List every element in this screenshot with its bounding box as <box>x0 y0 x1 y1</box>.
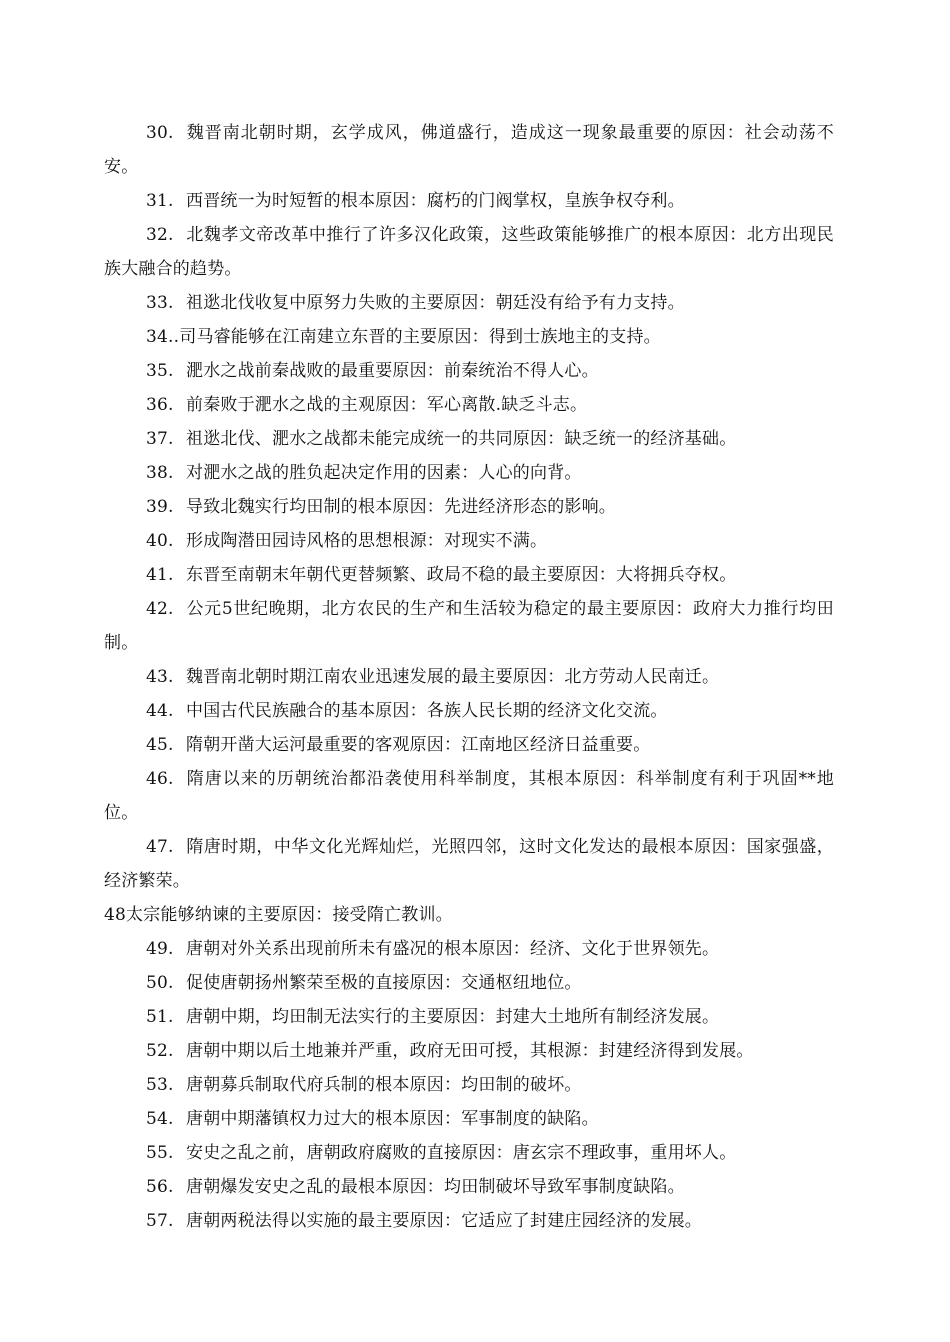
item-text: 公元5世纪晚期，北方农民的生产和生活较为稳定的最主要原因：政府大力推行均田制。 <box>104 599 834 653</box>
item-text: 安史之乱之前，唐朝政府腐败的直接原因：唐玄宗不理政事，重用坏人。 <box>186 1143 737 1163</box>
list-item <box>104 558 834 592</box>
item-number: 30. <box>146 123 174 143</box>
item-text: 魏晋南北朝时期江南农业迅速发展的最主要原因：北方劳动人民南迁。 <box>186 667 720 687</box>
item-number: 35. <box>146 361 174 381</box>
item-text: 北魏孝文帝改革中推行了许多汉化政策，这些政策能够推广的根本原因：北方出现民族大融合的趋势。 <box>104 225 834 279</box>
list-item <box>104 830 834 898</box>
list-item <box>104 966 834 1000</box>
item-number: 42. <box>146 599 174 619</box>
list-item <box>104 1034 834 1068</box>
document-body <box>104 116 834 1238</box>
item-text: 东晋至南朝末年朝代更替频繁、政局不稳的最主要原因：大将拥兵夺权。 <box>186 565 737 585</box>
item-number: 55. <box>146 1143 174 1163</box>
list-item <box>104 660 834 694</box>
item-text: 唐朝中期藩镇权力过大的根本原因：军事制度的缺陷。 <box>186 1109 599 1129</box>
item-number: 40. <box>146 531 174 551</box>
item-text: 形成陶潜田园诗风格的思想根源：对现实不满。 <box>186 531 548 551</box>
list-item <box>104 1204 834 1238</box>
item-number: 31. <box>146 191 174 211</box>
list-item <box>104 524 834 558</box>
item-text: 唐朝两税法得以实施的最主要原因：它适应了封建庄园经济的发展。 <box>186 1211 702 1231</box>
item-number: 33. <box>146 293 174 313</box>
item-text: 魏晋南北朝时期，玄学成风，佛道盛行，造成这一现象最重要的原因：社会动荡不安。 <box>104 123 834 177</box>
list-item <box>104 218 834 286</box>
list-item <box>104 1068 834 1102</box>
list-item <box>104 762 834 830</box>
list-item <box>104 320 834 354</box>
item-number: 57. <box>146 1211 174 1231</box>
item-text: 前秦败于淝水之战的主观原因：军心离散.缺乏斗志。 <box>186 395 588 415</box>
list-item <box>104 422 834 456</box>
item-text: 促使唐朝扬州繁荣至极的直接原因：交通枢纽地位。 <box>186 973 582 993</box>
item-text: 唐朝对外关系出现前所未有盛况的根本原因：经济、文化于世界领先。 <box>186 939 720 959</box>
item-text: .司马睿能够在江南建立东晋的主要原因：得到士族地主的支持。 <box>173 327 661 347</box>
item-text: 太宗能够纳谏的主要原因：接受隋亡教训。 <box>126 905 453 925</box>
list-item <box>104 116 834 184</box>
item-text: 隋唐以来的历朝统治都沿袭使用科举制度，其根本原因：科举制度有利于巩固**地位。 <box>104 769 834 823</box>
item-text: 西晋统一为时短暂的根本原因：腐朽的门阀掌权，皇族争权夺利。 <box>186 191 685 211</box>
item-number: 52. <box>146 1041 174 1061</box>
item-text: 淝水之战前秦战败的最重要原因：前秦统治不得人心。 <box>186 361 599 381</box>
item-number: 54. <box>146 1109 174 1129</box>
list-item <box>104 1170 834 1204</box>
item-text: 唐朝中期，均田制无法实行的主要原因：封建大土地所有制经济发展。 <box>186 1007 720 1027</box>
list-item <box>104 728 834 762</box>
item-text: 导致北魏实行均田制的根本原因：先进经济形态的影响。 <box>186 497 616 517</box>
list-item <box>104 1000 834 1034</box>
list-item <box>104 388 834 422</box>
list-item <box>104 286 834 320</box>
item-text: 中国古代民族融合的基本原因：各族人民长期的经济文化交流。 <box>186 701 668 721</box>
item-number: 51. <box>146 1007 174 1027</box>
item-number: 56. <box>146 1177 174 1197</box>
item-number: 44. <box>146 701 174 721</box>
item-number: 41. <box>146 565 174 585</box>
item-number: 38. <box>146 463 174 483</box>
item-text: 对淝水之战的胜负起决定作用的因素：人心的向背。 <box>186 463 582 483</box>
item-number: 39. <box>146 497 174 517</box>
item-number: 43. <box>146 667 174 687</box>
list-item <box>104 456 834 490</box>
list-item <box>104 354 834 388</box>
item-number: 48 <box>104 905 127 925</box>
item-number: 47. <box>146 837 174 857</box>
item-number: 46. <box>146 769 174 789</box>
item-text: 祖逖北伐收复中原努力失败的主要原因：朝廷没有给予有力支持。 <box>186 293 685 313</box>
item-text: 唐朝爆发安史之乱的最根本原因：均田制破坏导致军事制度缺陷。 <box>186 1177 685 1197</box>
item-text: 唐朝募兵制取代府兵制的根本原因：均田制的破坏。 <box>186 1075 582 1095</box>
item-number: 34. <box>146 327 174 347</box>
item-number: 53. <box>146 1075 174 1095</box>
list-item <box>104 694 834 728</box>
item-number: 49. <box>146 939 174 959</box>
item-text: 祖逖北伐、淝水之战都未能完成统一的共同原因：缺乏统一的经济基础。 <box>186 429 737 449</box>
item-text: 唐朝中期以后土地兼并严重，政府无田可授，其根源：封建经济得到发展。 <box>186 1041 754 1061</box>
item-number: 32. <box>146 225 174 245</box>
item-number: 37. <box>146 429 174 449</box>
item-text: 隋唐时期，中华文化光辉灿烂，光照四邻，这时文化发达的最根本原因：国家强盛，经济繁荣。 <box>104 837 834 891</box>
list-item <box>104 1102 834 1136</box>
list-item <box>104 490 834 524</box>
item-number: 45. <box>146 735 174 755</box>
list-item <box>104 898 834 932</box>
item-number: 50. <box>146 973 174 993</box>
item-number: 36. <box>146 395 174 415</box>
list-item <box>104 1136 834 1170</box>
list-item <box>104 184 834 218</box>
item-text: 隋朝开凿大运河最重要的客观原因：江南地区经济日益重要。 <box>186 735 651 755</box>
list-item <box>104 932 834 966</box>
list-item <box>104 592 834 660</box>
